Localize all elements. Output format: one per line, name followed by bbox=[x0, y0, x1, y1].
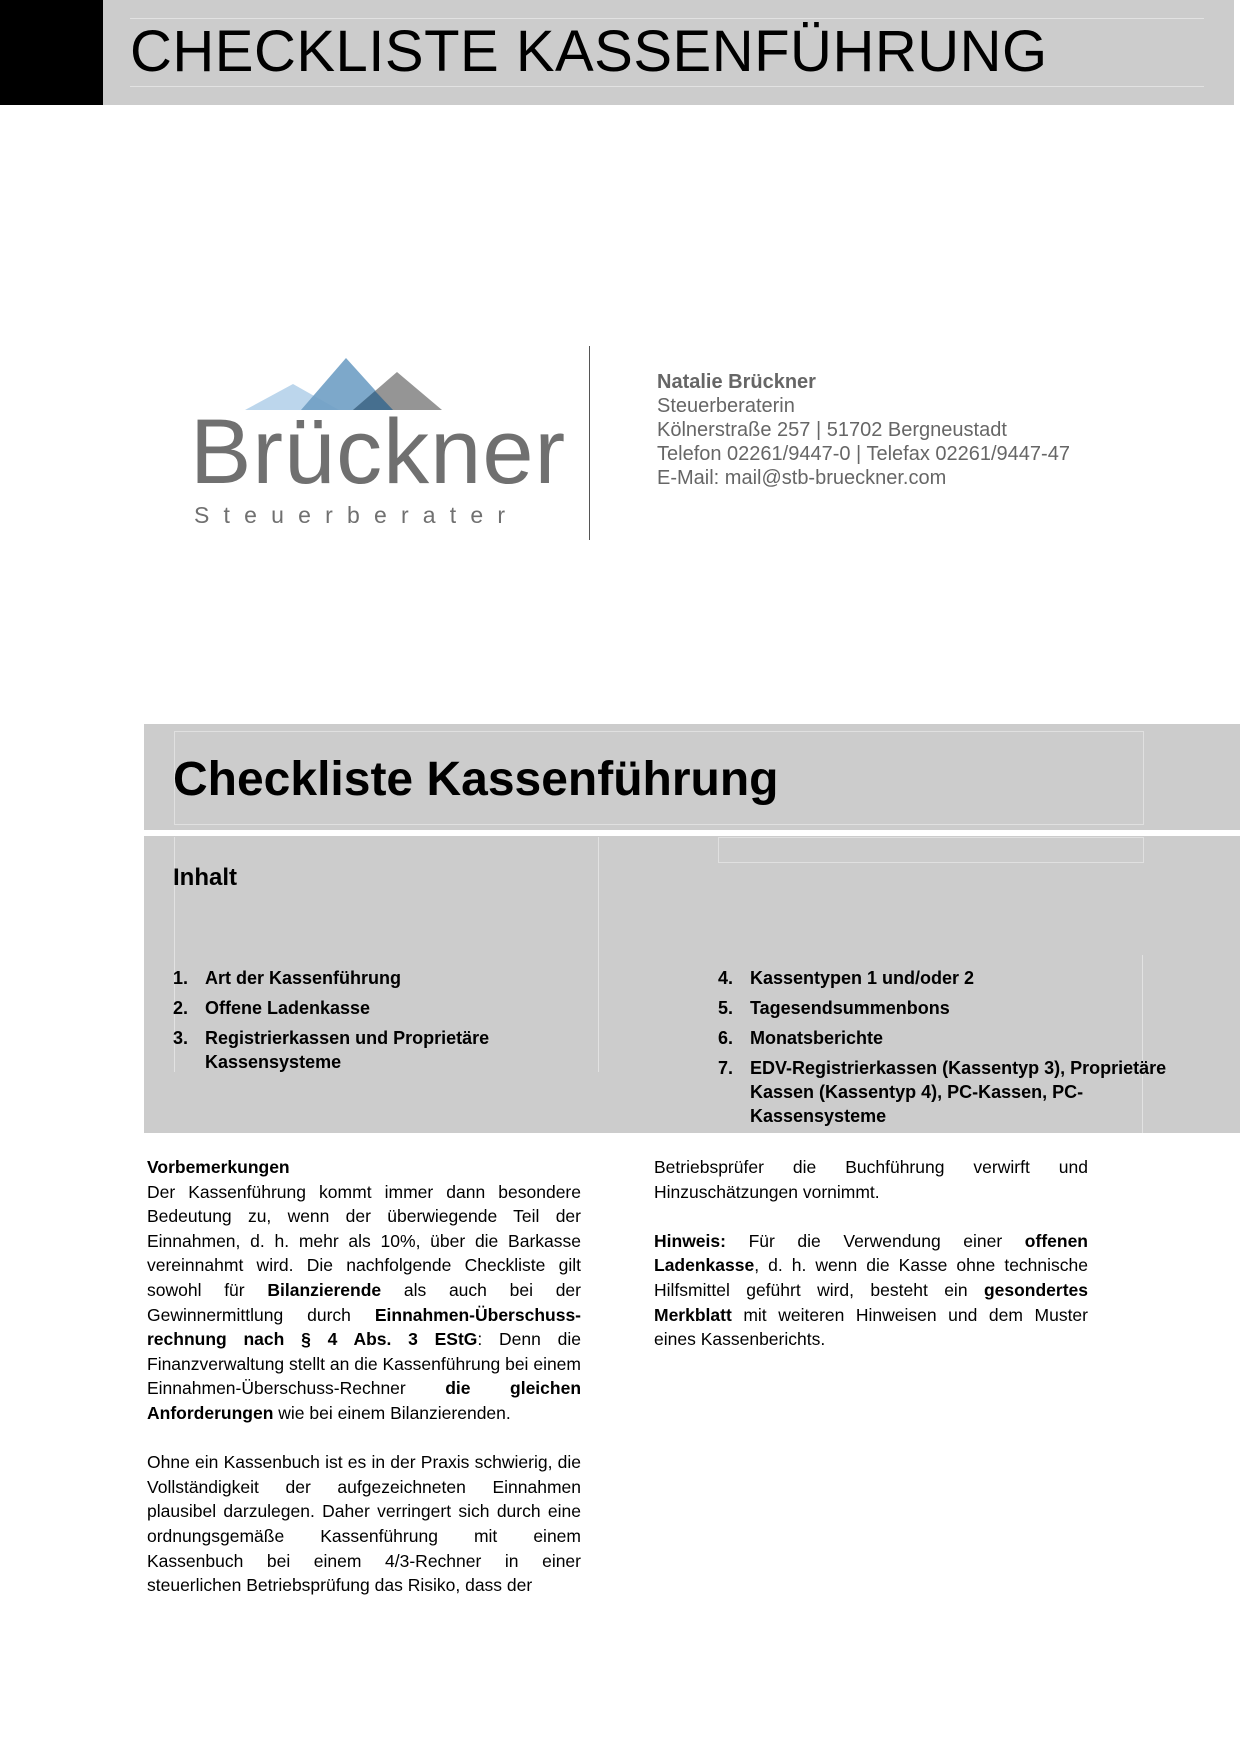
logo-wordmark: Brückner bbox=[190, 401, 567, 503]
contact-name: Natalie Brückner bbox=[657, 371, 816, 393]
toc-item-number: 6. bbox=[718, 1028, 734, 1048]
body-emphasis: Einnahmen-Überschuss-rechnung nach § 4 Abs. 3 EStG bbox=[147, 1304, 581, 1350]
toc-item-label: Tagesendsummenbons bbox=[750, 998, 950, 1018]
toc-item[interactable] bbox=[173, 996, 593, 1020]
logo-divider bbox=[589, 346, 590, 540]
contact-email[interactable]: E-Mail: mail@stb-brueckner.com bbox=[657, 467, 947, 489]
toc-item[interactable] bbox=[173, 1026, 593, 1074]
body-text: Der Kassenführung kommt immer dann besondere Bedeutung zu, wenn der überwiegende Teil der Einnahmen, d. h. mehr als 10%, über die Barkasse vereinnahmt wird. Die nachfolgende Checkliste gilt sowohl für bbox=[147, 1181, 581, 1300]
body-emphasis: offenen Ladenkasse bbox=[654, 1230, 1088, 1276]
toc-item[interactable] bbox=[718, 996, 1178, 1020]
body-text: wie bei einem Bilanzierenden. bbox=[273, 1402, 511, 1423]
contact-phone: Telefon 02261/9447-0 | Telefax 02261/9447-47 bbox=[657, 443, 1070, 465]
toc-item-number: 7. bbox=[718, 1058, 734, 1078]
toc-rule-mid bbox=[598, 837, 599, 1072]
body-emphasis: gesondertes Merkblatt bbox=[654, 1279, 1088, 1325]
toc-item-label: Offene Ladenkasse bbox=[205, 998, 371, 1018]
toc-item[interactable] bbox=[718, 966, 1178, 990]
toc-item-number: 2. bbox=[173, 998, 189, 1018]
toc-item-label: Art der Kassenführung bbox=[205, 968, 402, 988]
body-text: Für die Verwendung einer bbox=[725, 1230, 1025, 1251]
body-emphasis: die gleichen Anforderungen bbox=[147, 1378, 582, 1423]
toc-item-label: EDV-Registrierkassen (Kassentyp 3), Proprietäre Kassen (Kassentyp 4), PC-Kassen, PC-Kassensysteme bbox=[750, 1058, 1167, 1126]
contact-block bbox=[657, 370, 1070, 490]
logo-tagline: Steuerberater bbox=[194, 502, 520, 528]
header-black-block bbox=[0, 0, 103, 105]
body-text: als auch bei der Gewinnermittlung durch bbox=[147, 1279, 581, 1325]
toc-item-label: Monatsberichte bbox=[750, 1028, 884, 1048]
toc-item-number: 3. bbox=[173, 1028, 189, 1048]
body-paragraph: Ohne ein Kassenbuch ist es in der Praxis schwierig, die Vollständigkeit der aufgezeichneten Einnahmen plausibel darzulegen. Daher verringert sich durch eine ordnungsgemäße Kassenführung mit einem Kassenbuch bei einem 4/3-Rechner in einer steuerlichen Betriebsprüfung das Risiko, dass der bbox=[147, 1452, 581, 1596]
section-heading: Vorbemerkungen bbox=[147, 1157, 290, 1177]
contact-role: Steuerberaterin bbox=[657, 395, 795, 417]
toc-list-left bbox=[173, 966, 593, 1080]
toc-item[interactable] bbox=[173, 966, 593, 990]
body-text: mit weiteren Hinweisen und dem Muster eines Kassenberichts. bbox=[654, 1304, 1088, 1350]
toc-item-label: Kassentypen 1 und/oder 2 bbox=[750, 968, 975, 988]
body-emphasis: Bilanzierende bbox=[267, 1279, 382, 1300]
body-text: , d. h. wenn die Kasse ohne technische Hilfsmittel geführt wird, besteht ein bbox=[654, 1255, 1088, 1300]
toc-item-number: 1. bbox=[173, 968, 189, 988]
body-column-left bbox=[147, 1155, 581, 1598]
header-rule-bottom bbox=[130, 86, 1204, 87]
body-text: : Denn die Finanzverwaltung stellt an die Kassenführung bei einem Einnahmen-Überschuss-Rechner bbox=[147, 1329, 582, 1399]
toc-item[interactable] bbox=[718, 1026, 1178, 1050]
contact-address: Kölnerstraße 257 | 51702 Bergneustadt bbox=[657, 419, 1007, 441]
main-title: Checkliste Kassenführung bbox=[173, 753, 779, 806]
toc-item[interactable] bbox=[718, 1056, 1178, 1128]
toc-item-number: 5. bbox=[718, 998, 734, 1018]
body-emphasis: Hinweis: bbox=[654, 1230, 726, 1251]
toc-list-right bbox=[718, 966, 1178, 1134]
body-paragraph: Betriebsprüfer die Buchführung verwirft und Hinzuschätzungen vornimmt. bbox=[654, 1157, 1088, 1202]
toc-item-number: 4. bbox=[718, 968, 734, 988]
document-title: CHECKLISTE KASSENFÜHRUNG bbox=[130, 19, 1048, 84]
toc-frame-top bbox=[718, 837, 1144, 863]
brueckner-logo bbox=[190, 356, 567, 536]
toc-heading: Inhalt bbox=[173, 864, 237, 891]
toc-item-label: Registrierkassen und Proprietäre Kassensysteme bbox=[205, 1028, 490, 1072]
body-column-right bbox=[654, 1155, 1088, 1352]
